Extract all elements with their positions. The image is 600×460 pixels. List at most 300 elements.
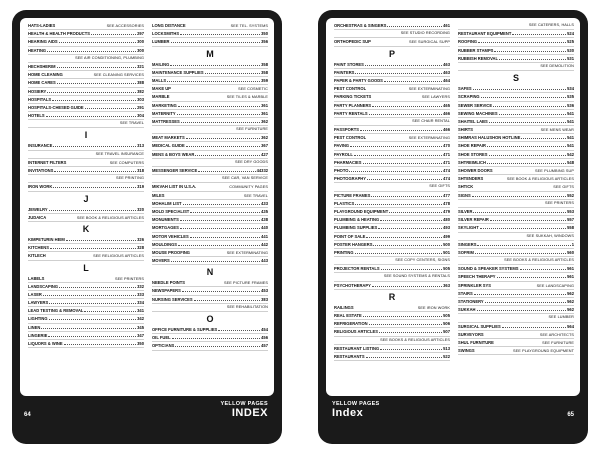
- index-entry: [28, 167, 144, 175]
- index-entry: [334, 320, 450, 328]
- entry-page-number: 561: [567, 274, 574, 280]
- index-entry: [334, 175, 450, 183]
- see-reference: SEE CLEANING SERVICES: [93, 73, 144, 78]
- entry-name: PAPER & PARTY GOODS: [334, 77, 383, 83]
- entry-name: MOVERS: [152, 258, 170, 264]
- see-reference: SEE PLUMBING SUP: [535, 169, 574, 173]
- entry-name: MEAT MARKETS: [152, 135, 185, 141]
- see-reference: SEE LAWYERS: [421, 95, 450, 100]
- leader-dots: [57, 64, 137, 68]
- entry-page-number: 438: [261, 217, 268, 223]
- index-entry: [28, 332, 144, 340]
- leader-dots: [380, 217, 442, 221]
- cross-reference: [334, 257, 450, 265]
- entry-page-number: 440: [261, 225, 268, 231]
- leader-dots: [47, 48, 136, 52]
- entry-page-number: 564: [567, 323, 574, 329]
- entry-page-number: 541: [567, 110, 574, 116]
- cross-reference: [152, 126, 268, 134]
- leader-dots: [512, 31, 566, 35]
- leader-dots: [56, 24, 105, 27]
- index-entry: [334, 224, 450, 232]
- see-reference: SEE STUDIO RECORDING: [400, 31, 450, 36]
- leader-dots: [372, 103, 442, 107]
- entry-name: MEDICAL GUIDE: [152, 143, 185, 149]
- see-reference: SEE GIFTS: [553, 185, 574, 190]
- index-entry: [152, 69, 268, 77]
- leader-dots: [170, 62, 260, 66]
- entry-name: LONG DISTANCE: [152, 23, 186, 28]
- leader-dots: [85, 105, 137, 109]
- entry-name: INTERNET FILTERS: [28, 159, 67, 165]
- index-entry: [152, 326, 268, 334]
- see-reference: SEE PRINTING: [116, 176, 144, 181]
- entry-name: SIGNS: [458, 192, 471, 198]
- left-page-column-1: [28, 22, 144, 348]
- leader-dots: [91, 31, 136, 35]
- entry-page-number: 442: [261, 241, 268, 247]
- entry-name: MAINTENANCE SUPPLIES: [152, 69, 204, 75]
- entry-name: SAFES: [458, 86, 472, 92]
- index-entry: [28, 244, 144, 252]
- leader-dots: [172, 87, 237, 90]
- entry-page-number: 479: [443, 208, 450, 214]
- index-entry: [458, 142, 574, 150]
- cross-reference: [334, 118, 450, 126]
- entry-page-number: 363: [443, 282, 450, 288]
- leader-dots: [369, 321, 443, 325]
- index-entry: [28, 88, 144, 96]
- entry-name: SHIMRAS HALUSHON HOTLINE: [458, 135, 521, 141]
- entry-name: RELIGIOUS ARTICLES: [334, 329, 378, 335]
- entry-page-number: 441: [261, 233, 268, 239]
- entry-page-number: 457: [261, 343, 268, 349]
- section-letter: N: [206, 267, 214, 278]
- entry-name: SEWER SERVICE: [458, 102, 493, 108]
- index-entry: [458, 273, 574, 281]
- entry-page-number: 542: [567, 151, 574, 157]
- see-reference: SEE TRAVEL: [119, 121, 144, 126]
- index-entry: [152, 334, 268, 342]
- entry-name: LINEN: [28, 324, 41, 330]
- entry-page-number: 388: [137, 80, 144, 86]
- entry-page-number: 362: [261, 118, 268, 124]
- entry-name: ORTHOPEDIC SUP: [334, 39, 371, 45]
- leader-dots: [172, 335, 261, 339]
- entry-page-number: 505: [443, 313, 450, 318]
- cross-reference: [334, 273, 450, 281]
- entry-page-number: 562: [567, 290, 574, 296]
- entry-name: HOME CARES: [28, 80, 56, 86]
- cross-reference: [458, 314, 574, 322]
- entry-name: MENS & BOYS WEAR: [152, 151, 195, 157]
- entry-name: JUDAICA: [28, 214, 47, 220]
- index-entry: [152, 296, 268, 304]
- entry-page-number: 471: [443, 159, 450, 165]
- leader-dots: [521, 135, 566, 139]
- leader-dots: [494, 169, 534, 172]
- index-entry: [152, 200, 268, 208]
- entry-page-number: 320: [137, 206, 144, 212]
- leader-dots: [387, 23, 442, 27]
- cross-reference: [28, 151, 144, 159]
- section-letter: S: [512, 73, 519, 84]
- leader-dots: [476, 349, 512, 352]
- entry-page-number: 454: [261, 327, 268, 332]
- footer-yellow-pages: YELLOW PAGES: [220, 401, 268, 407]
- leader-dots: [218, 327, 260, 331]
- entry-name: ORCHESTRAS & SINGERS: [334, 23, 387, 28]
- leader-dots: [355, 250, 443, 254]
- entry-name: PLAYGROUND EQUIPMENT: [334, 208, 389, 214]
- entry-page-number: 463: [443, 61, 450, 67]
- leader-dots: [178, 242, 260, 246]
- section-letter: R: [388, 291, 396, 302]
- index-entry: [458, 192, 574, 200]
- entry-page-number: 552: [567, 192, 574, 198]
- index-entry: [152, 22, 268, 30]
- entry-page-number: 435: [261, 208, 268, 214]
- index-entry: [458, 151, 574, 159]
- leader-dots: [187, 24, 230, 27]
- leader-dots: [46, 113, 137, 117]
- leader-dots: [50, 245, 136, 249]
- index-entry: [152, 279, 268, 287]
- entry-page-number: 443: [261, 258, 268, 264]
- entry-page-number: 464: [443, 77, 450, 83]
- entry-page-number: 334: [137, 300, 144, 306]
- entry-page-number: 362: [261, 135, 268, 141]
- see-reference: SEE CAR, VAN SERVICE: [222, 176, 268, 181]
- index-entry: [28, 291, 144, 299]
- see-reference: SEE TRAVEL: [243, 193, 268, 198]
- leader-dots: [180, 217, 260, 221]
- index-entry: [458, 167, 574, 175]
- index-entry: [458, 216, 574, 224]
- entry-name: RUBBISH REMOVAL: [458, 55, 498, 61]
- see-reference: SEE BOOKS & RELIGIOUS ARTICLES: [380, 337, 450, 342]
- cross-reference: [334, 337, 450, 345]
- entry-page-number: 535: [567, 94, 574, 100]
- entry-name: LEAD TESTING & REMOVAL: [28, 308, 84, 314]
- entry-page-number: 461: [443, 23, 450, 28]
- cross-reference: [28, 120, 144, 128]
- left-page: [12, 10, 282, 444]
- leader-dots: [180, 225, 260, 229]
- entry-name: SHAITEL LABS: [458, 118, 488, 124]
- section-letter: K: [82, 223, 90, 234]
- entry-page-number: 383: [261, 296, 268, 302]
- leader-dots: [372, 283, 442, 287]
- entry-page-number: 471: [443, 151, 450, 157]
- entry-name: MAKE UP: [152, 86, 171, 92]
- index-entry: [28, 324, 144, 332]
- leader-dots: [367, 136, 408, 139]
- entry-name: HOSIERY: [28, 88, 47, 94]
- index-entry: [334, 151, 450, 159]
- leader-dots: [475, 250, 566, 254]
- index-entry: [152, 134, 268, 142]
- see-reference: SEE LUMBER: [548, 315, 574, 320]
- index-entry: [152, 183, 268, 191]
- entry-page-number: 470: [443, 143, 450, 149]
- leader-dots: [494, 48, 566, 52]
- leader-dots: [497, 274, 567, 278]
- entry-name: PAYROLL: [334, 151, 353, 157]
- entry-name: SILVER: [458, 208, 473, 214]
- entry-page-number: 1: [571, 241, 574, 247]
- index-entry: [28, 252, 144, 260]
- leader-dots: [487, 160, 566, 164]
- see-reference: SEE DEMOLITION: [540, 63, 574, 68]
- entry-name: IRON WORK: [28, 184, 53, 190]
- entry-page-number: 332: [137, 283, 144, 289]
- index-entry: [458, 159, 574, 167]
- entry-name: LABELS: [28, 275, 45, 281]
- entry-name: STAIRS: [458, 290, 473, 296]
- entry-name: PLUMBING SUPPLIES: [334, 225, 378, 231]
- entry-name: PICTURE FRAMES: [334, 192, 371, 198]
- cross-reference: [458, 63, 574, 71]
- section-letter: P: [388, 48, 395, 59]
- footer-index: Index: [332, 406, 364, 419]
- entry-name: SURVEYORS: [458, 331, 484, 337]
- entry-name: PAINTERS: [334, 69, 355, 75]
- see-reference: SEE TRAVEL INSURANCE: [95, 151, 144, 156]
- entry-name: POSTER HANGERS: [334, 241, 373, 247]
- index-entry: [458, 347, 574, 355]
- index-entry: [28, 340, 144, 348]
- cross-reference: [152, 159, 268, 167]
- index-entry: [458, 241, 574, 249]
- see-reference: SEE COSMETIC: [238, 87, 268, 92]
- entry-name: LUMBER: [152, 39, 170, 45]
- leader-dots: [384, 78, 442, 82]
- index-entry: [152, 30, 268, 38]
- entry-name: SHTICK: [458, 184, 474, 190]
- index-entry: [28, 63, 144, 71]
- footer-yellow-pages: YELLOW PAGES: [332, 401, 380, 407]
- leader-dots: [354, 152, 442, 156]
- leader-dots: [366, 234, 442, 238]
- entry-page-number: 525: [567, 39, 574, 45]
- index-entry: [28, 159, 144, 167]
- index-entry: [334, 345, 450, 353]
- leader-dots: [485, 299, 567, 303]
- entry-name: SHTENDERS: [458, 176, 484, 182]
- leader-dots: [171, 39, 261, 43]
- leader-dots: [350, 143, 442, 147]
- entry-page-number: 358: [261, 69, 268, 75]
- index-entry: [28, 47, 144, 55]
- leader-dots: [190, 234, 260, 238]
- entry-page-number: 534: [567, 86, 574, 92]
- right-page-content: [326, 18, 580, 396]
- entry-name: RESTAURANTS: [334, 353, 365, 359]
- index-entry: [334, 93, 450, 101]
- index-entry: [334, 328, 450, 336]
- index-entry: [334, 208, 450, 216]
- see-reference: SEE COMPUTERS: [109, 160, 144, 165]
- leader-dots: [378, 225, 442, 229]
- entry-name: SILVER REPAIR: [458, 217, 489, 223]
- page-number: 64: [24, 412, 31, 418]
- leader-dots: [355, 306, 417, 309]
- entry-name: MILES: [152, 192, 165, 198]
- entry-name: HOME CLEANING: [28, 72, 63, 78]
- leader-dots: [355, 70, 442, 74]
- leader-dots: [177, 111, 261, 115]
- cross-reference: [458, 257, 574, 265]
- entry-name: PAINT STORES: [334, 61, 364, 67]
- entry-name: PLUMBING & HEATING: [334, 217, 380, 223]
- leader-dots: [492, 284, 536, 287]
- index-entry: [458, 323, 574, 331]
- entry-name: SWINGS: [458, 348, 475, 354]
- index-entry: [28, 206, 144, 214]
- entry-page-number: 303: [137, 96, 144, 102]
- index-entry: [458, 30, 574, 38]
- index-entry: [152, 192, 268, 200]
- entry-name: PARTY PLANNERS: [334, 102, 372, 108]
- entry-name: PAVING: [334, 143, 350, 149]
- leader-dots: [178, 103, 260, 107]
- leader-dots: [53, 143, 136, 147]
- see-reference: SEE BOOKS & RELIGIOUS ARTICLES: [504, 258, 574, 263]
- leader-dots: [49, 300, 136, 304]
- leader-dots: [355, 201, 442, 205]
- index-entry: [152, 233, 268, 241]
- entry-name: SKYLIGHT: [458, 225, 479, 231]
- index-entry: [334, 192, 450, 200]
- right-page-column-2: [458, 22, 574, 355]
- index-entry: [28, 283, 144, 291]
- entry-page-number: 367: [261, 143, 268, 149]
- index-entry: [152, 77, 268, 85]
- leader-dots: [495, 341, 541, 344]
- entry-page-number: 300: [137, 47, 144, 53]
- index-entry: [152, 110, 268, 118]
- entry-page-number: 318: [137, 168, 144, 173]
- leader-dots: [499, 56, 566, 60]
- entry-page-number: 530: [567, 47, 574, 53]
- entry-name: HECHSHERIM: [28, 63, 56, 69]
- cross-reference: [334, 30, 450, 38]
- index-entry: [334, 233, 450, 241]
- entry-name: MORTGAGES: [152, 225, 179, 231]
- index-entry: [152, 224, 268, 232]
- entry-page-number: 466: [443, 110, 450, 116]
- index-entry: [458, 249, 574, 257]
- leader-dots: [485, 333, 539, 336]
- index-entry: [28, 299, 144, 307]
- leader-dots: [186, 143, 260, 147]
- left-page-content: [20, 18, 274, 396]
- index-entry: [152, 102, 268, 110]
- entry-name: MATTRESSES: [152, 118, 180, 124]
- index-entry: [334, 38, 450, 46]
- entry-name: HEALTH & HEALTH PRODUCTS: [28, 31, 90, 37]
- see-reference: COMMUNITY PAGES: [229, 185, 268, 190]
- entry-name: MOUSE PROOFING: [152, 249, 190, 255]
- index-entry: [334, 102, 450, 110]
- entry-page-number: 342: [137, 316, 144, 322]
- leader-dots: [360, 127, 442, 131]
- section-letter: L: [83, 262, 89, 273]
- entry-page-number: 463: [443, 69, 450, 75]
- see-reference: SEE COPY CENTERS, SIGNS: [395, 258, 450, 263]
- leader-dots: [54, 168, 136, 172]
- entry-name: PHOTOGRAPHY: [334, 176, 366, 182]
- entry-name: SPEECH THERAPY: [458, 274, 496, 280]
- index-entry: [458, 175, 574, 183]
- leader-dots: [381, 266, 443, 270]
- leader-dots: [171, 95, 226, 98]
- page-number: 65: [567, 412, 574, 418]
- cross-reference: [152, 304, 268, 312]
- index-entry: [28, 142, 144, 150]
- entry-page-number: 453: [261, 288, 268, 294]
- entry-page-number: 345: [137, 324, 144, 330]
- entry-page-number: 474: [443, 168, 450, 173]
- index-entry: [334, 216, 450, 224]
- entry-name: KIMPETURIN HEIM: [28, 236, 65, 242]
- leader-dots: [474, 128, 540, 131]
- index-entry: [28, 307, 144, 315]
- index-entry: [152, 151, 268, 159]
- entry-page-number: 480: [443, 217, 450, 223]
- entry-page-number: 560: [567, 249, 574, 255]
- entry-name: SURGICAL SUPPLIES: [458, 323, 501, 329]
- index-entry: [458, 47, 574, 55]
- entry-name: HEARING AIDS: [28, 39, 58, 45]
- entry-name: SHTREIMLICH: [458, 159, 486, 165]
- leader-dots: [367, 176, 442, 180]
- entry-name: RAILINGS: [334, 304, 354, 310]
- leader-dots: [49, 316, 137, 320]
- see-reference: SEE PLAYGROUND EQUIPMENT: [513, 349, 574, 354]
- entry-page-number: 359: [261, 77, 268, 83]
- see-reference: SEE AIR CONDITIONING, PLUMBING: [75, 55, 144, 60]
- cross-reference: [28, 55, 144, 63]
- leader-dots: [181, 119, 260, 123]
- entry-page-number: 465: [443, 102, 450, 108]
- entry-page-number: 541: [567, 143, 574, 149]
- entry-name: SOFRIM: [458, 249, 474, 255]
- index-entry: [152, 61, 268, 69]
- index-entry: [334, 85, 450, 93]
- see-reference: SEE SOUND SYSTEMS & RENTALS: [383, 274, 450, 279]
- see-reference: SEE BOOK & RELIGIOUS ARTICLES: [506, 177, 574, 182]
- index-entry: [152, 342, 268, 350]
- see-reference: SEE FURNITURE: [542, 340, 574, 345]
- entry-page-number: 553: [567, 208, 574, 214]
- entry-name: LINGERIE: [28, 332, 48, 338]
- index-entry: [458, 85, 574, 93]
- entry-page-number: 347: [137, 332, 144, 338]
- entry-name: SOUND & SPEAKER SYSTEMS: [458, 266, 519, 272]
- entry-page-number: 333: [137, 291, 144, 297]
- leader-dots: [480, 225, 566, 229]
- entry-name: NURSING SERVICES: [152, 296, 193, 302]
- index-entry: [152, 257, 268, 265]
- entry-name: PARKING TICKETS: [334, 94, 372, 100]
- entry-page-number: 313: [137, 143, 144, 149]
- leader-dots: [41, 325, 136, 329]
- entry-page-number: 505: [443, 266, 450, 272]
- entry-page-number: 522: [443, 353, 450, 359]
- see-reference: SEE SURGICAL SUPP: [408, 40, 450, 45]
